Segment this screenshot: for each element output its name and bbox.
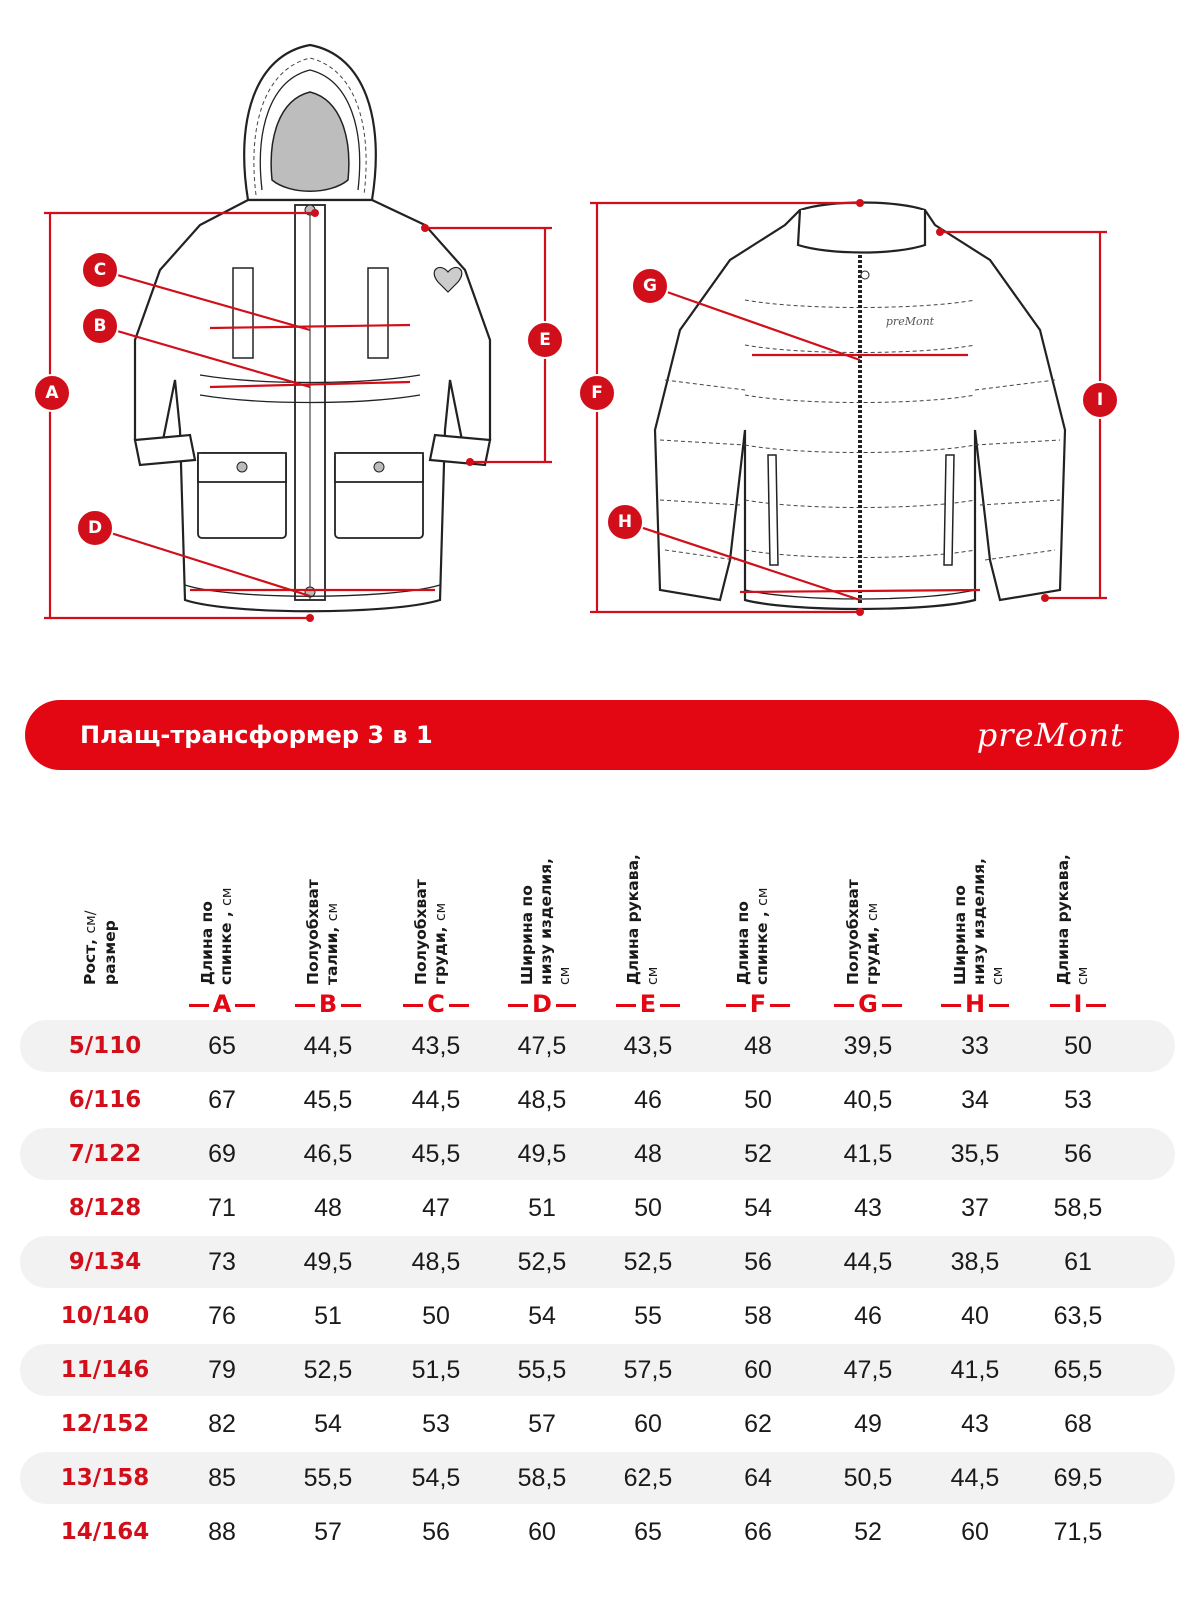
value-cell: 55,5	[303, 1464, 353, 1492]
size-cell: 8/128	[68, 1195, 142, 1221]
value-cell: 48	[634, 1140, 662, 1168]
column-header-bold: низу изделия,	[537, 857, 555, 985]
column-header-text	[734, 815, 794, 985]
svg-text:F: F	[591, 383, 603, 403]
column-header-line	[624, 815, 643, 985]
dash	[235, 1004, 255, 1007]
column-header-unit: см	[219, 887, 235, 906]
badge-d	[77, 510, 113, 546]
column-header	[198, 815, 258, 995]
brand-logo: preMont	[976, 716, 1124, 754]
column-letter-text: A	[212, 990, 232, 1018]
size-cell: 12/152	[60, 1411, 150, 1437]
value-cell: 54	[744, 1194, 772, 1222]
table-row	[20, 1128, 1175, 1180]
size-cell: 5/110	[68, 1033, 142, 1059]
value-cell: 51,5	[411, 1356, 461, 1384]
value-cell: 46,5	[303, 1140, 353, 1168]
value-cell: 37	[961, 1194, 989, 1222]
value-cell: 47	[422, 1194, 450, 1222]
column-header-bold: низу изделия,	[970, 857, 988, 985]
dash	[989, 1004, 1009, 1007]
value-cell: 43	[961, 1410, 989, 1438]
value-cell: 56	[422, 1518, 450, 1546]
value-cell: 55,5	[517, 1356, 567, 1384]
value-cell: 50	[744, 1086, 772, 1114]
value-cell: 65,5	[1053, 1356, 1103, 1384]
value-cell: 79	[208, 1356, 236, 1384]
value-cell: 49,5	[303, 1248, 353, 1276]
value-cell: 43	[854, 1194, 882, 1222]
dash	[449, 1004, 469, 1007]
column-header-unit: см	[557, 966, 573, 985]
badge-f	[579, 375, 615, 411]
column-letter	[925, 990, 1025, 1018]
column-header-unit: см	[990, 966, 1006, 985]
column-letter-text: C	[427, 990, 445, 1018]
column-header-bold: Длина рукава,	[624, 854, 642, 985]
value-cell: 51	[314, 1302, 342, 1330]
svg-text:B: B	[93, 316, 107, 336]
dash	[1086, 1004, 1106, 1007]
column-header-line	[951, 815, 970, 985]
badge-h	[607, 504, 643, 540]
value-cell: 33	[961, 1032, 989, 1060]
column-header-line	[198, 815, 217, 985]
value-cell: 43,5	[623, 1032, 673, 1060]
value-cell: 48,5	[411, 1248, 461, 1276]
value-cell: 69,5	[1053, 1464, 1103, 1492]
value-cell: 38,5	[950, 1248, 1000, 1276]
value-cell: 54,5	[411, 1464, 461, 1492]
column-header-line	[81, 815, 101, 985]
column-letter-text: I	[1073, 990, 1083, 1018]
dash	[341, 1004, 361, 1007]
value-cell: 52,5	[517, 1248, 567, 1276]
column-header-unit: см	[865, 902, 881, 922]
value-cell: 54	[528, 1302, 556, 1330]
column-header-unit: см	[645, 966, 661, 985]
column-header	[304, 815, 364, 995]
column-letter-text: H	[964, 990, 986, 1018]
value-cell: 63,5	[1053, 1302, 1103, 1330]
value-cell: 55	[634, 1302, 662, 1330]
table-row	[20, 1506, 1175, 1558]
value-cell: 48	[314, 1194, 342, 1222]
value-cell: 44,5	[303, 1032, 353, 1060]
column-header-text	[198, 815, 258, 985]
column-header-line	[323, 815, 343, 985]
table-row	[20, 1290, 1175, 1342]
column-header-line	[304, 815, 323, 985]
table-row	[20, 1074, 1175, 1126]
value-cell: 61	[1064, 1248, 1092, 1276]
column-letter-text: B	[318, 990, 338, 1018]
column-header-unit: см	[1075, 966, 1091, 985]
column-header	[844, 815, 904, 995]
value-cell: 76	[208, 1302, 236, 1330]
svg-text:preMont: preMont	[885, 315, 935, 328]
column-header-line	[1054, 815, 1073, 985]
column-header-bold: размер	[101, 920, 119, 985]
value-cell: 48	[744, 1032, 772, 1060]
column-header-text	[624, 815, 684, 985]
value-cell: 45,5	[411, 1140, 461, 1168]
table-row	[20, 1398, 1175, 1450]
column-header-bold: Длина по	[198, 901, 216, 985]
jacket-drawing	[655, 203, 1065, 610]
column-header-text	[844, 815, 904, 985]
column-header	[1054, 815, 1114, 995]
column-header-text	[1054, 815, 1114, 985]
value-cell: 60	[744, 1356, 772, 1384]
badge-b	[82, 308, 118, 344]
value-cell: 62	[744, 1410, 772, 1438]
value-cell: 47,5	[843, 1356, 893, 1384]
column-header-bold: Полуобхват	[844, 879, 862, 985]
column-header	[518, 815, 578, 995]
column-letter	[492, 990, 592, 1018]
dash	[834, 1004, 854, 1007]
column-header	[412, 815, 472, 995]
dash	[403, 1004, 423, 1007]
column-header-bold: груди,	[431, 921, 449, 985]
value-cell: 44,5	[950, 1464, 1000, 1492]
table-row	[20, 1020, 1175, 1072]
column-header	[81, 815, 141, 995]
value-cell: 50,5	[843, 1464, 893, 1492]
column-header-line	[412, 815, 431, 985]
badge-e	[527, 322, 563, 358]
value-cell: 53	[422, 1410, 450, 1438]
column-header-line	[537, 815, 556, 985]
column-header-line	[753, 815, 773, 985]
value-cell: 39,5	[843, 1032, 893, 1060]
column-letter	[172, 990, 272, 1018]
svg-text:G: G	[643, 276, 657, 296]
value-cell: 62,5	[623, 1464, 673, 1492]
value-cell: 69	[208, 1140, 236, 1168]
value-cell: 40,5	[843, 1086, 893, 1114]
value-cell: 67	[208, 1086, 236, 1114]
column-header-unit: см	[755, 887, 771, 906]
column-header-text	[518, 815, 578, 985]
svg-text:E: E	[539, 330, 551, 350]
column-header-unit: см	[325, 902, 341, 922]
column-header-bold: талии,	[323, 921, 341, 985]
column-header	[951, 815, 1011, 995]
column-header-line	[217, 815, 237, 985]
table-row	[20, 1236, 1175, 1288]
dash	[616, 1004, 636, 1007]
value-cell: 60	[961, 1518, 989, 1546]
size-cell: 14/164	[60, 1519, 150, 1545]
column-header-unit: см/	[83, 910, 99, 934]
value-cell: 56	[744, 1248, 772, 1276]
size-cell: 13/158	[60, 1465, 150, 1491]
value-cell: 46	[634, 1086, 662, 1114]
value-cell: 44,5	[843, 1248, 893, 1276]
value-cell: 64	[744, 1464, 772, 1492]
size-cell: 6/116	[68, 1087, 142, 1113]
table-row	[20, 1452, 1175, 1504]
value-cell: 49,5	[517, 1140, 567, 1168]
value-cell: 44,5	[411, 1086, 461, 1114]
badge-c	[82, 252, 118, 288]
column-header-bold: Длина рукава,	[1054, 854, 1072, 985]
value-cell: 52	[854, 1518, 882, 1546]
value-cell: 40	[961, 1302, 989, 1330]
value-cell: 35,5	[950, 1140, 1000, 1168]
value-cell: 41,5	[843, 1140, 893, 1168]
value-cell: 82	[208, 1410, 236, 1438]
dash	[882, 1004, 902, 1007]
column-letter	[1028, 990, 1128, 1018]
value-cell: 73	[208, 1248, 236, 1276]
column-header-bold: Ширина по	[951, 885, 969, 985]
column-header-bold: Ширина по	[518, 885, 536, 985]
value-cell: 51	[528, 1194, 556, 1222]
product-title: Плащ-трансформер 3 в 1	[80, 721, 433, 749]
badge-i	[1082, 382, 1118, 418]
size-cell: 10/140	[60, 1303, 150, 1329]
column-header-bold: Рост,	[81, 933, 99, 985]
value-cell: 68	[1064, 1410, 1092, 1438]
column-header-bold: Полуобхват	[304, 879, 322, 985]
dash	[1050, 1004, 1070, 1007]
value-cell: 58,5	[1053, 1194, 1103, 1222]
value-cell: 52,5	[303, 1356, 353, 1384]
value-cell: 85	[208, 1464, 236, 1492]
value-cell: 47,5	[517, 1032, 567, 1060]
column-header-bold: груди,	[863, 921, 881, 985]
value-cell: 50	[1064, 1032, 1092, 1060]
value-cell: 66	[744, 1518, 772, 1546]
value-cell: 58	[744, 1302, 772, 1330]
column-header-line	[431, 815, 451, 985]
column-letter	[386, 990, 486, 1018]
column-letter	[598, 990, 698, 1018]
column-header-line	[734, 815, 753, 985]
value-cell: 43,5	[411, 1032, 461, 1060]
dash	[660, 1004, 680, 1007]
svg-text:I: I	[1096, 390, 1104, 410]
value-cell: 53	[1064, 1086, 1092, 1114]
column-header-bold: Полуобхват	[412, 879, 430, 985]
value-cell: 71,5	[1053, 1518, 1103, 1546]
column-header	[624, 815, 684, 995]
garment-diagrams	[0, 0, 1200, 660]
column-header-line	[1073, 815, 1093, 985]
column-header-line	[643, 815, 663, 985]
size-cell: 11/146	[60, 1357, 150, 1383]
badge-a	[34, 375, 70, 411]
column-letter-text: F	[749, 990, 767, 1018]
column-letter	[278, 990, 378, 1018]
dash	[189, 1004, 209, 1007]
column-header-bold: спинке ,	[753, 905, 771, 985]
column-header-bold: Длина по	[734, 901, 752, 985]
svg-text:H: H	[617, 512, 633, 532]
column-letter-text: D	[532, 990, 552, 1018]
column-header-unit: см	[433, 902, 449, 922]
column-header-line	[863, 815, 883, 985]
column-header-line	[518, 815, 537, 985]
size-cell: 9/134	[68, 1249, 142, 1275]
value-cell: 48,5	[517, 1086, 567, 1114]
column-letter-text: E	[639, 990, 657, 1018]
column-header-line	[844, 815, 863, 985]
column-letter-text: G	[858, 990, 878, 1018]
value-cell: 52,5	[623, 1248, 673, 1276]
svg-text:D: D	[87, 518, 103, 538]
column-header-text	[304, 815, 364, 985]
column-header-text	[81, 815, 141, 985]
column-header-text	[412, 815, 472, 985]
value-cell: 65	[634, 1518, 662, 1546]
value-cell: 50	[422, 1302, 450, 1330]
value-cell: 60	[634, 1410, 662, 1438]
column-letter	[818, 990, 918, 1018]
value-cell: 60	[528, 1518, 556, 1546]
value-cell: 49	[854, 1410, 882, 1438]
value-cell: 45,5	[303, 1086, 353, 1114]
svg-text:A: A	[45, 383, 59, 403]
value-cell: 56	[1064, 1140, 1092, 1168]
value-cell: 65	[208, 1032, 236, 1060]
column-header	[734, 815, 794, 995]
table-row	[20, 1182, 1175, 1234]
table-row	[20, 1344, 1175, 1396]
product-banner	[25, 700, 1179, 770]
dash	[295, 1004, 315, 1007]
value-cell: 57	[528, 1410, 556, 1438]
badge-g	[632, 268, 668, 304]
column-header-line	[970, 815, 989, 985]
value-cell: 41,5	[950, 1356, 1000, 1384]
value-cell: 52	[744, 1140, 772, 1168]
value-cell: 58,5	[517, 1464, 567, 1492]
value-cell: 46	[854, 1302, 882, 1330]
column-header-text	[951, 815, 1011, 985]
size-cell: 7/122	[68, 1141, 142, 1167]
value-cell: 88	[208, 1518, 236, 1546]
value-cell: 57	[314, 1518, 342, 1546]
dash	[556, 1004, 576, 1007]
column-letter	[708, 990, 808, 1018]
column-header-bold: спинке ,	[217, 905, 235, 985]
svg-text:C: C	[93, 260, 107, 280]
coat-drawing	[135, 45, 490, 611]
dash	[770, 1004, 790, 1007]
value-cell: 71	[208, 1194, 236, 1222]
column-header-line	[101, 815, 120, 985]
value-cell: 57,5	[623, 1356, 673, 1384]
value-cell: 50	[634, 1194, 662, 1222]
dash	[508, 1004, 528, 1007]
value-cell: 54	[314, 1410, 342, 1438]
dash	[726, 1004, 746, 1007]
dash	[941, 1004, 961, 1007]
value-cell: 34	[961, 1086, 989, 1114]
